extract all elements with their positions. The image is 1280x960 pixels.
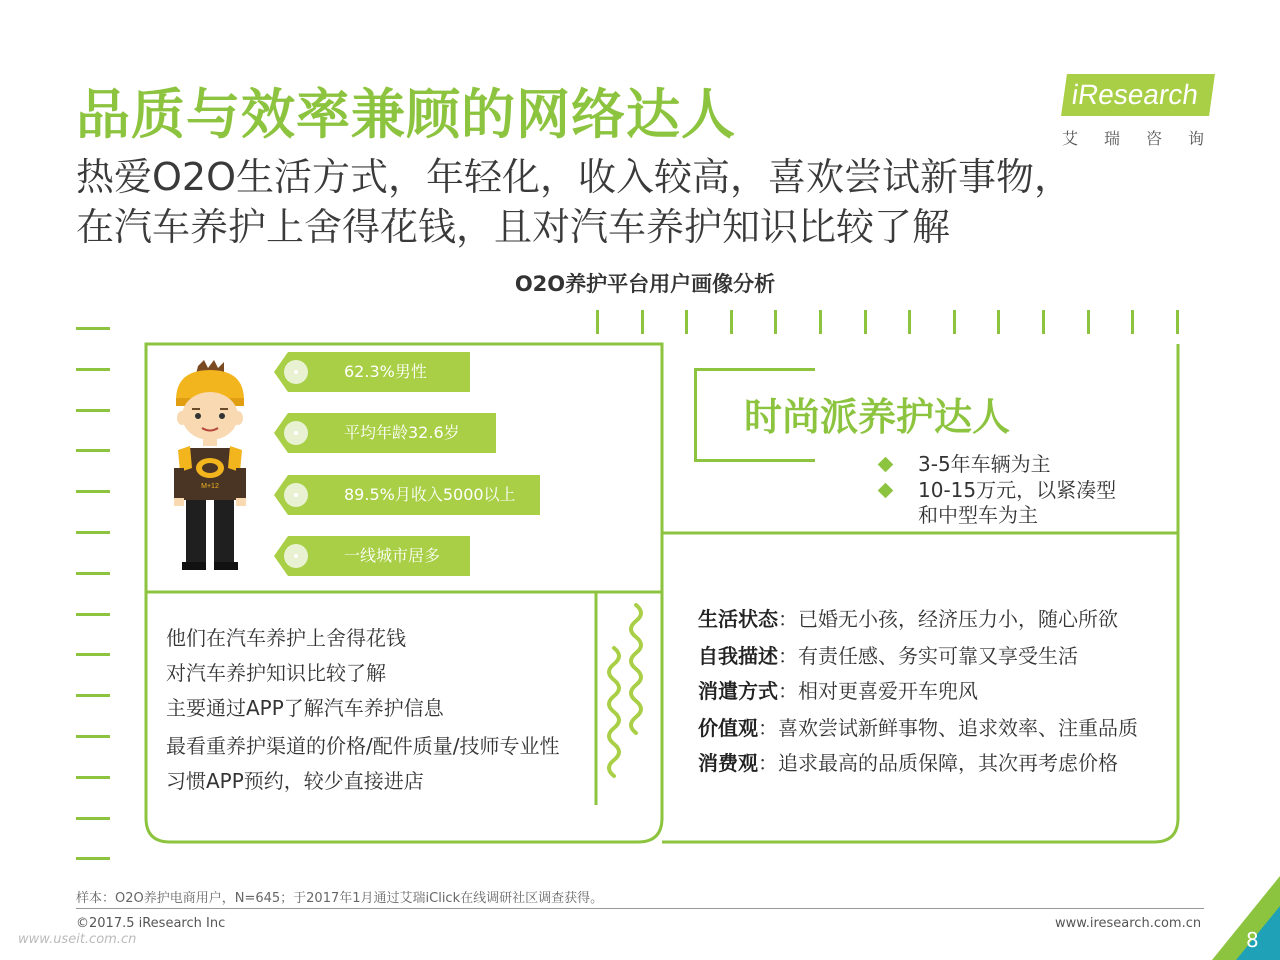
- badge-dot-icon: [284, 544, 308, 568]
- trait-item: [698, 712, 1138, 741]
- watermark-text: www.useit.com.cn: [18, 932, 137, 947]
- badge-dot-icon: [284, 421, 308, 445]
- corner-decoration: [1200, 876, 1280, 960]
- trait-key: 消费观: [698, 751, 758, 775]
- bullet-text: 10-15万元，以紧凑型: [918, 478, 1117, 502]
- badge-dot-icon: [284, 483, 308, 507]
- trait-key: 自我描述: [698, 644, 778, 668]
- trait-key: 生活状态: [698, 607, 778, 631]
- copyright-text: ©2017.5 iResearch Inc: [76, 916, 226, 931]
- chart-title: O2O养护平台用户画像分析: [514, 272, 776, 296]
- trait-value: ：有责任感、务实可靠又享受生活: [778, 644, 1078, 668]
- habit-item: 习惯APP预约，较少直接进店: [166, 769, 424, 793]
- habit-item: 他们在汽车养护上舍得花钱: [166, 626, 406, 650]
- stat-badge-city: [288, 536, 470, 576]
- trait-value: ：追求最高的品质保障，其次再考虑价格: [758, 751, 1118, 775]
- habit-item: 对汽车养护知识比较了解: [166, 661, 386, 685]
- stat-label: 62.3%男性: [344, 362, 427, 381]
- subtitle-line: 在汽车养护上舍得花钱，且对汽车养护知识比较了解: [76, 205, 951, 249]
- bullet-text: 和中型车为主: [918, 503, 1038, 527]
- website-link[interactable]: www.iresearch.com.cn: [1055, 916, 1202, 931]
- subtitle-line: 热爱O2O生活方式，年轻化，收入较高，喜欢尝试新事物，: [76, 155, 1072, 199]
- trait-value: ：相对更喜爱开车兜风: [778, 679, 978, 703]
- sample-footnote: 样本：O2O养护电商用户，N=645；于2017年1月通过艾瑞iClick在线调研社区调查获得。: [76, 891, 604, 906]
- badge-dot-icon: [284, 360, 308, 384]
- trait-item: [698, 603, 1118, 632]
- habit-item: 主要通过APP了解汽车养护信息: [166, 696, 444, 720]
- trait-value: ：已婚无小孩，经济压力小，随心所欲: [778, 607, 1118, 631]
- page-title: 品质与效率兼顾的网络达人: [76, 83, 736, 146]
- page-number: 8: [1246, 928, 1259, 952]
- bullet-text: 3-5年车辆为主: [918, 452, 1051, 476]
- logo-subtext: 艾瑞咨询: [1062, 129, 1231, 148]
- stat-badge-age: [288, 413, 496, 453]
- persona-title: 时尚派养护达人: [744, 395, 1011, 439]
- shirt-text: M+12: [201, 483, 219, 490]
- trait-key: 消遣方式: [698, 679, 778, 703]
- stat-label: 平均年龄32.6岁: [344, 423, 460, 442]
- trait-item: [698, 675, 978, 704]
- trait-value: ：喜欢尝试新鲜事物、追求效率、注重品质: [758, 716, 1138, 740]
- stat-label: 89.5%月收入5000以上: [344, 485, 516, 504]
- trait-item: [698, 747, 1118, 776]
- user-avatar-figure: [170, 360, 250, 572]
- footer-divider: [76, 908, 1204, 909]
- wavy-decoration: [609, 605, 641, 776]
- stat-badge-gender: [288, 352, 470, 392]
- stat-label: 一线城市居多: [344, 546, 441, 565]
- logo-wordmark: iResearch: [1061, 74, 1215, 116]
- habit-item: 最看重养护渠道的价格/配件质量/技师专业性: [166, 734, 560, 758]
- trait-key: 价值观: [698, 716, 758, 740]
- stat-badge-income: [288, 475, 540, 515]
- trait-item: [698, 640, 1078, 669]
